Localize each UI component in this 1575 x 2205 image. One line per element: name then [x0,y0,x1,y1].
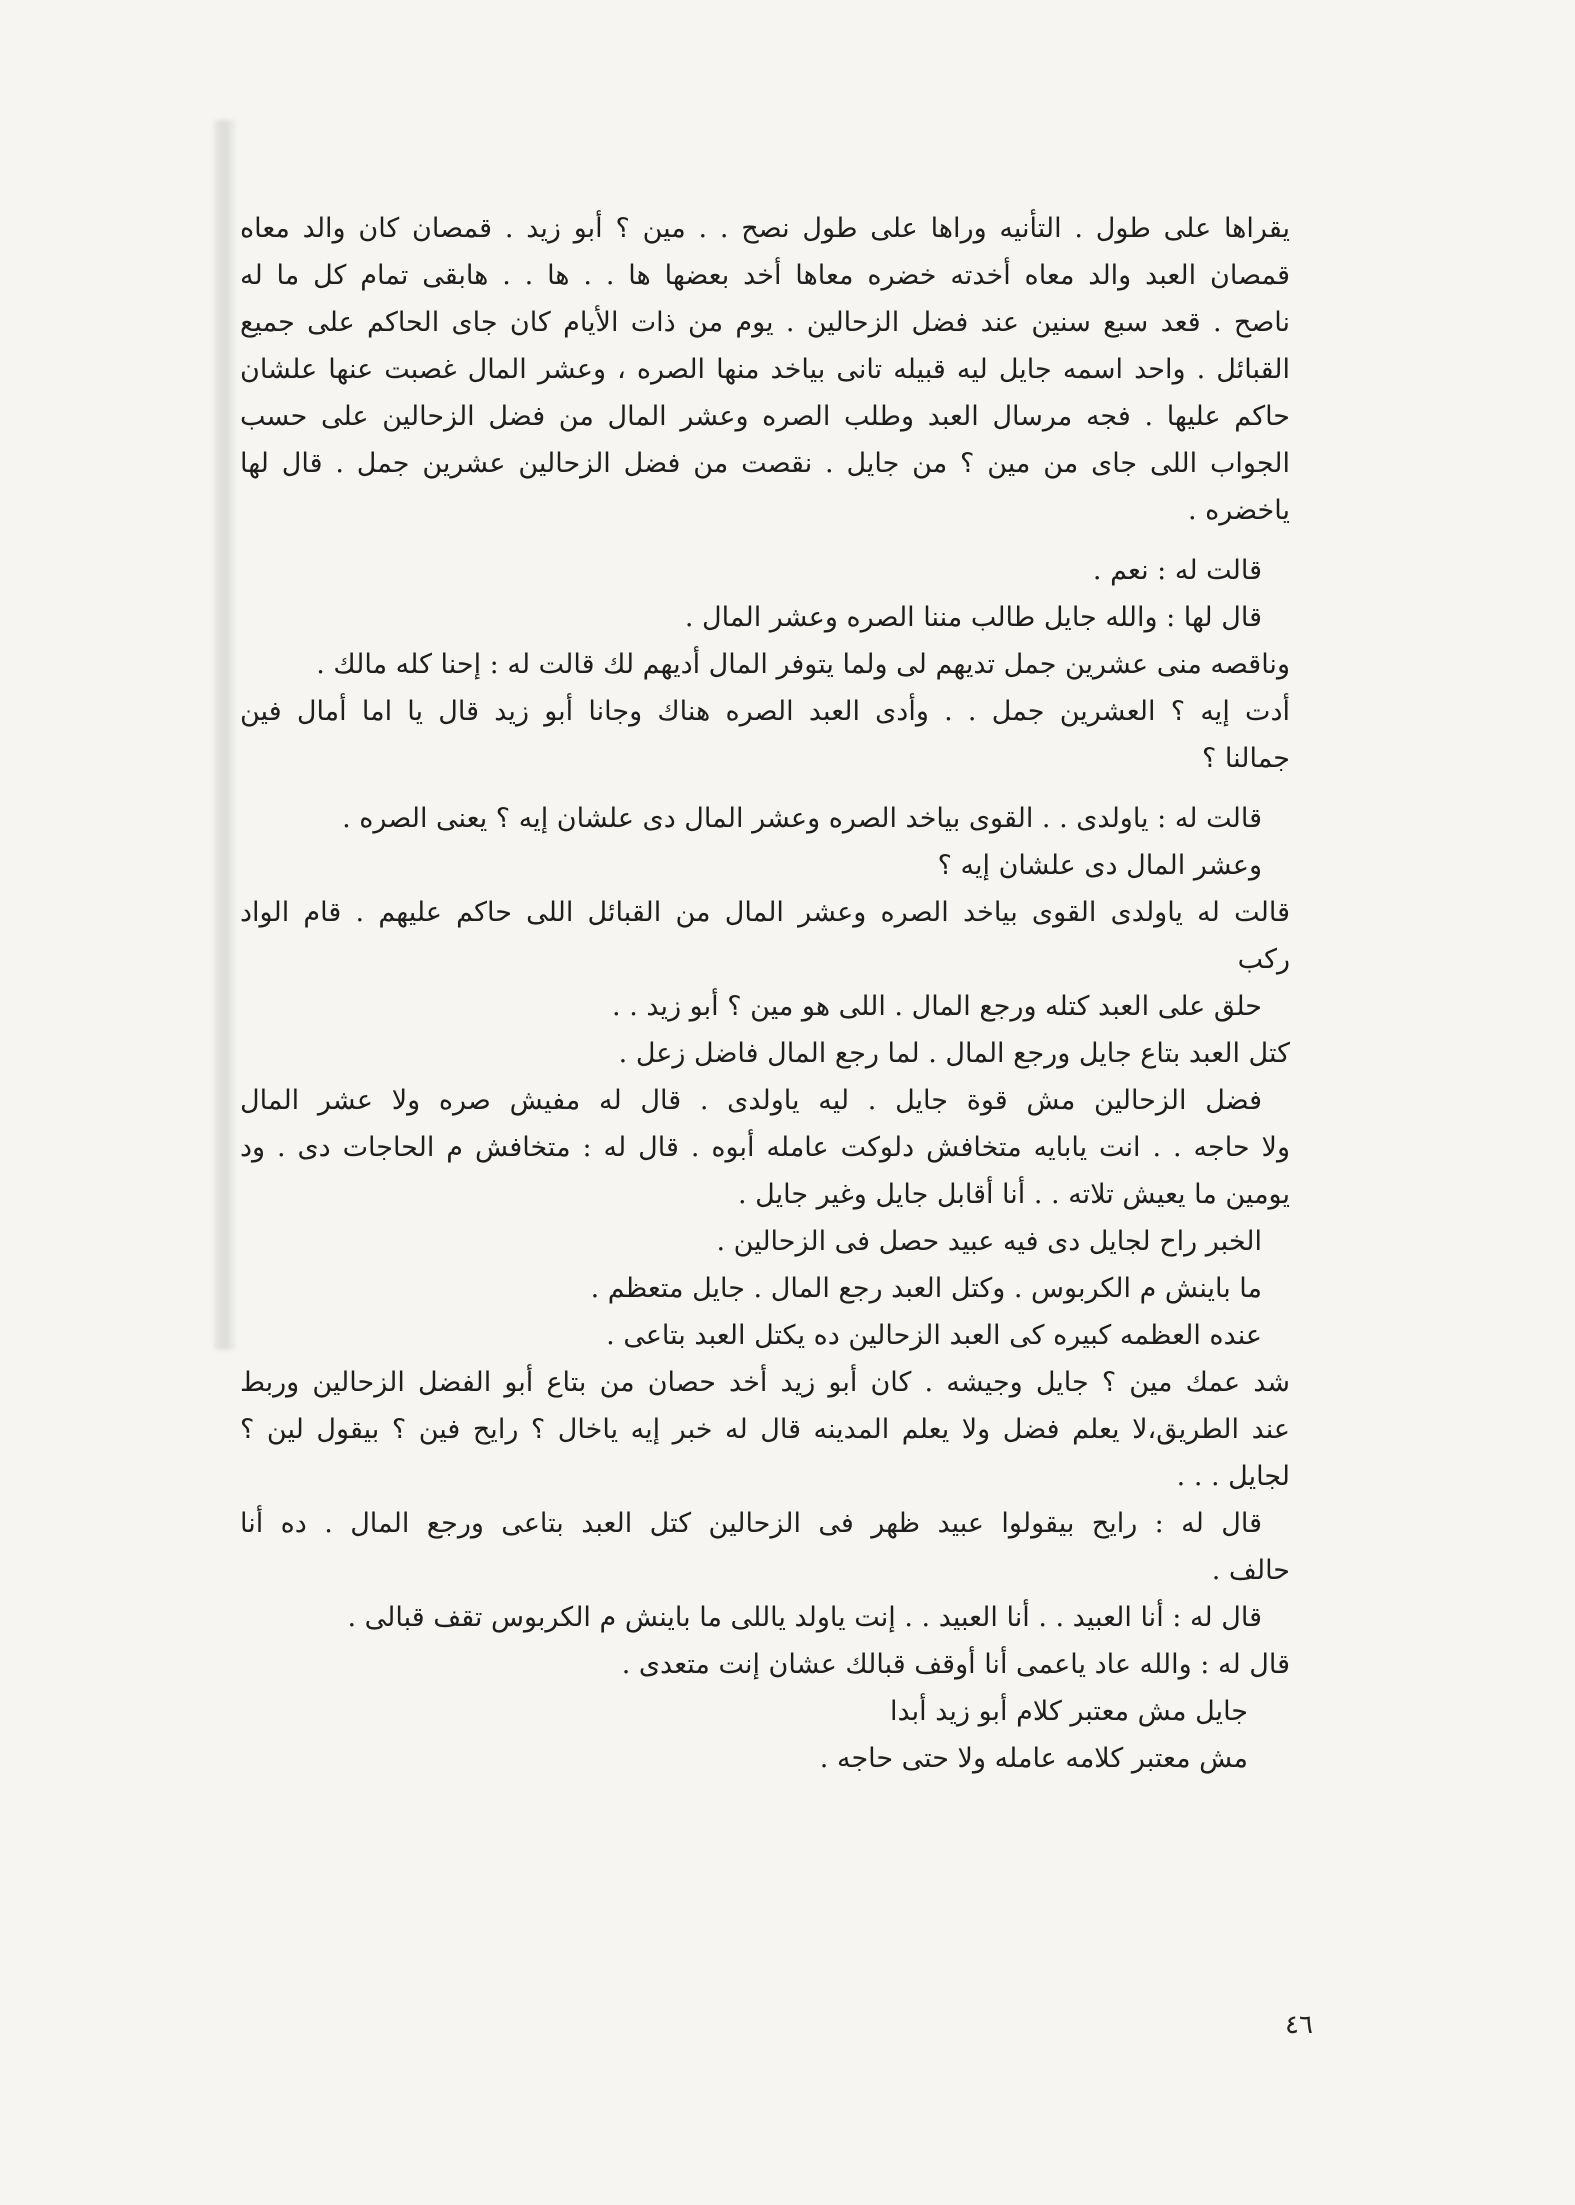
text-line: شد عمك مين ؟ جايل وجيشه . كان أبو زيد أخد حصان من بتاع أبو الفضل الزحالين وربط [240,1367,1290,1398]
text-line: حالف . [1211,1555,1290,1586]
verse-line: جايل مش معتبر كلام أبو زيد أبدا [889,1696,1248,1727]
text-line: ركب [1237,944,1290,975]
text-line: يومين ما يعيش تلاته . . أنا أقابل جايل وغير جايل . [738,1179,1290,1210]
body-text [240,205,1290,1782]
page-number: ٤٦ [1285,2010,1313,2040]
dialogue-line: قالت له : نعم . [1092,555,1262,586]
text-line: الجواب اللى جاى من مين ؟ من جايل . نقصت من فضل الزحالين عشرين جمل . قال لها [240,448,1290,479]
text-line: عند الطريق،لا يعلم فضل ولا يعلم المدينه قال له خبر إيه ياخال ؟ رايح فين ؟ بيقول لين ؟ [240,1414,1290,1445]
text-line: حلق على العبد كتله ورجع المال . اللى هو مين ؟ أبو زيد . . [612,991,1262,1022]
binding-shadow [214,120,236,1350]
text-line: جمالنا ؟ [1201,743,1290,774]
text-line: الخبر راح لجايل دى فيه عبيد حصل فى الزحالين . [716,1226,1262,1257]
text-line: ياخضره . [1187,495,1290,526]
dialogue-line: قال له : أنا العبيد . . أنا العبيد . . إنت ياولد ياللى ما باينش م الكربوس تقف قبالى . [347,1602,1262,1633]
text-line: ما باينش م الكربوس . وكتل العبد رجع المال . جايل متعظم . [590,1273,1262,1304]
text-line: أدت إيه ؟ العشرين جمل . . وأدى العبد الصره هناك وجانا أبو زيد قال يا اما أمال فين [240,696,1290,727]
dialogue-line: قال لها : والله جايل طالب مننا الصره وعشر المال . [684,602,1262,633]
text-line: لجايل . . . [1176,1461,1290,1492]
text-line: فضل الزحالين مش قوة جايل . ليه ياولدى . قال له مفيش صره ولا عشر المال [240,1085,1262,1116]
verse-line: مش معتبر كلامه عامله ولا حتى حاجه . [819,1743,1248,1774]
text-line: كتل العبد بتاع جايل ورجع المال . لما رجع المال فاضل زعل . [618,1038,1290,1069]
text-line: ولا حاجه . . انت يابايه متخافش دلوكت عامله أبوه . قال له : متخافش م الحاجات دى . ود [240,1132,1290,1163]
text-line: قالت له ياولدى القوى بياخد الصره وعشر المال من القبائل اللى حاكم عليهم . قام الواد [240,897,1290,928]
text-line: القبائل . واحد اسمه جايل ليه قبيله تانى بياخد منها الصره ، وعشر المال غصبت عنها علشان [240,354,1290,385]
text-line: ناصح . قعد سبع سنين عند فضل الزحالين . يوم من ذات الأيام كان جاى الحاكم على جميع [240,307,1290,338]
dialogue-line: قال له : والله عاد ياعمى أنا أوقف قبالك عشان إنت متعدى . [621,1649,1290,1680]
text-line: وناقصه منى عشرين جمل تديهم لى ولما يتوفر المال أديهم لك قالت له : إحنا كله مالك . [316,649,1290,680]
text-line: عنده العظمه كبيره كى العبد الزحالين ده يكتل العبد بتاعى . [606,1320,1262,1351]
text-line: يقراها على طول . التأنيه وراها على طول نصح . . مين ؟ أبو زيد . قمصان كان والد معاه [240,213,1290,244]
text-line: حاكم عليها . فجه مرسال العبد وطلب الصره وعشر المال من فضل الزحالين على حسب [240,401,1290,432]
text-line: قمصان العبد والد معاه أخدته خضره معاها أخد بعضها ها . . ها . . هابقى تمام كل ما له [240,260,1290,291]
dialogue-line: قالت له : ياولدى . . القوى بياخد الصره وعشر المال دى علشان إيه ؟ يعنى الصره . [342,803,1262,834]
dialogue-line: وعشر المال دى علشان إيه ؟ [937,850,1262,881]
dialogue-line: قال له : رايح بيقولوا عبيد ظهر فى الزحالين كتل العبد بتاعى ورجع المال . ده أنا [240,1508,1262,1539]
